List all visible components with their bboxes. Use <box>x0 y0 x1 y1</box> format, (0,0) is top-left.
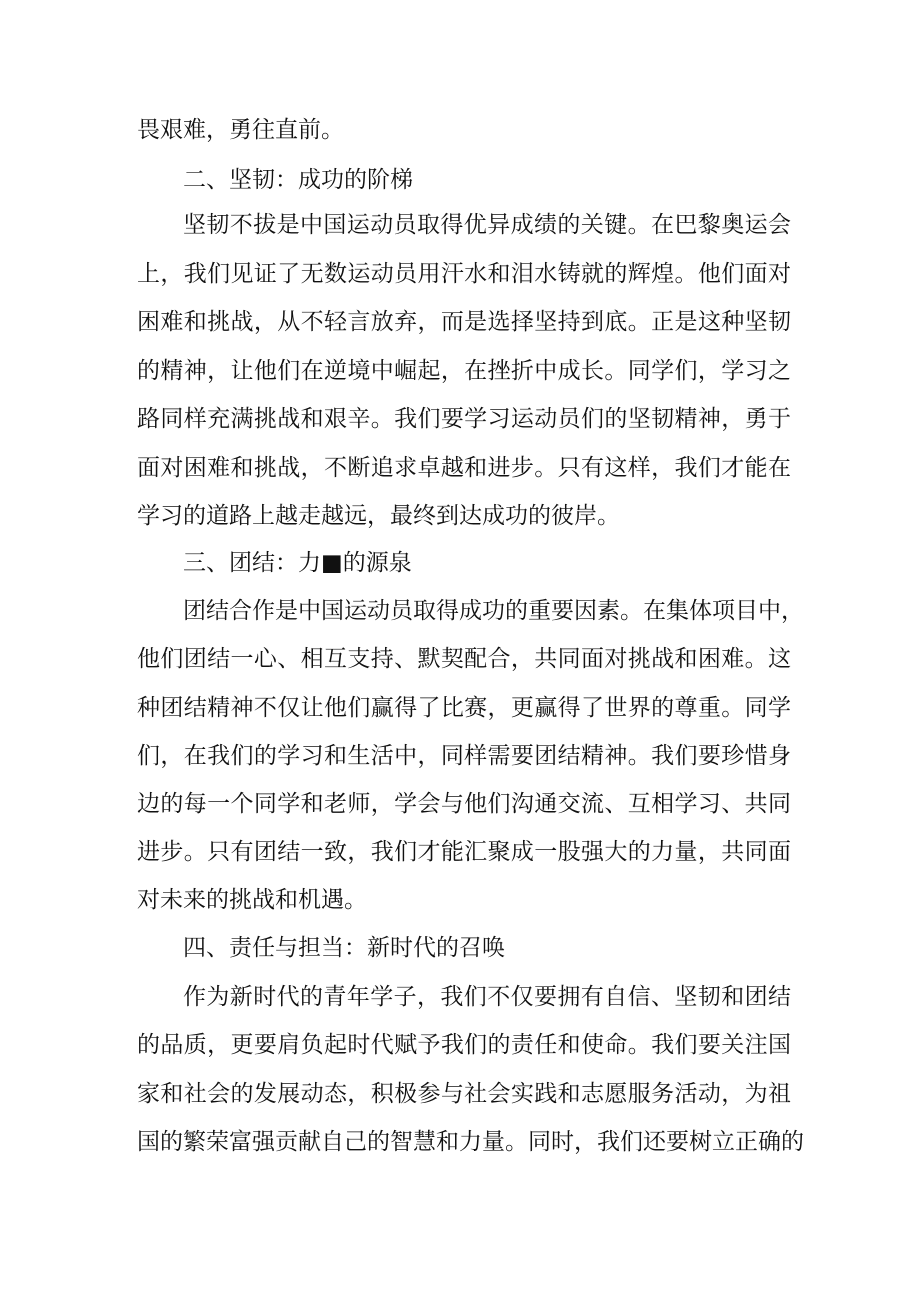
paragraph-line: 的品质，更要肩负起时代赋予我们的责任和使命。我们要关注国 <box>137 1032 791 1058</box>
paragraph-line: 们，在我们的学习和生活中，同样需要团结精神。我们要珍惜身 <box>137 743 791 769</box>
paragraph-line: 家和社会的发展动态，积极参与社会实践和志愿服务活动，为祖 <box>137 1081 791 1107</box>
paragraph-line: 团结合作是中国运动员取得成功的重要因素。在集体项目中， <box>183 598 804 624</box>
paragraph-line: 边的每一个同学和老师，学会与他们沟通交流、互相学习、共同 <box>137 791 791 817</box>
section-heading-resilience: 二、坚韧：成功的阶梯 <box>183 167 413 193</box>
paragraph-line: 上，我们见证了无数运动员用汗水和泪水铸就的辉煌。他们面对 <box>137 261 791 287</box>
paragraph-line: 国的繁荣富强贡献自己的智慧和力量。同时，我们还要树立正确的 <box>137 1129 804 1155</box>
paragraph-line: 进步。只有团结一致，我们才能汇聚成一股强大的力量，共同面 <box>137 839 791 865</box>
paragraph-line: 畏艰难，勇往直前。 <box>137 117 344 143</box>
paragraph-line: 学习的道路上越走越远，最终到达成功的彼岸。 <box>137 503 620 529</box>
paragraph-line: 作为新时代的青年学子，我们不仅要拥有自信、坚韧和团结 <box>183 984 791 1010</box>
paragraph-line: 的精神，让他们在逆境中崛起，在挫折中成长。同学们，学习之 <box>137 358 791 384</box>
paragraph-line: 他们团结一心、相互支持、默契配合，共同面对挑战和困难。这 <box>137 646 791 672</box>
paragraph-line: 坚韧不拔是中国运动员取得优异成绩的关键。在巴黎奥运会 <box>183 212 791 238</box>
paragraph-line: 路同样充满挑战和艰辛。我们要学习运动员们的坚韧精神，勇于 <box>137 406 791 432</box>
paragraph-line: 面对困难和挑战，不断追求卓越和进步。只有这样，我们才能在 <box>137 455 791 481</box>
paragraph-line: 对未来的挑战和机遇。 <box>137 887 367 913</box>
paragraph-line: 困难和挑战，从不轻言放弃，而是选择坚持到底。正是这种坚韧 <box>137 309 791 335</box>
section-heading-unity: 三、团结：力■的源泉 <box>183 550 412 576</box>
section-heading-responsibility: 四、责任与担当：新时代的召唤 <box>183 935 505 961</box>
paragraph-line: 种团结精神不仅让他们赢得了比赛，更赢得了世界的尊重。同学 <box>137 695 791 721</box>
